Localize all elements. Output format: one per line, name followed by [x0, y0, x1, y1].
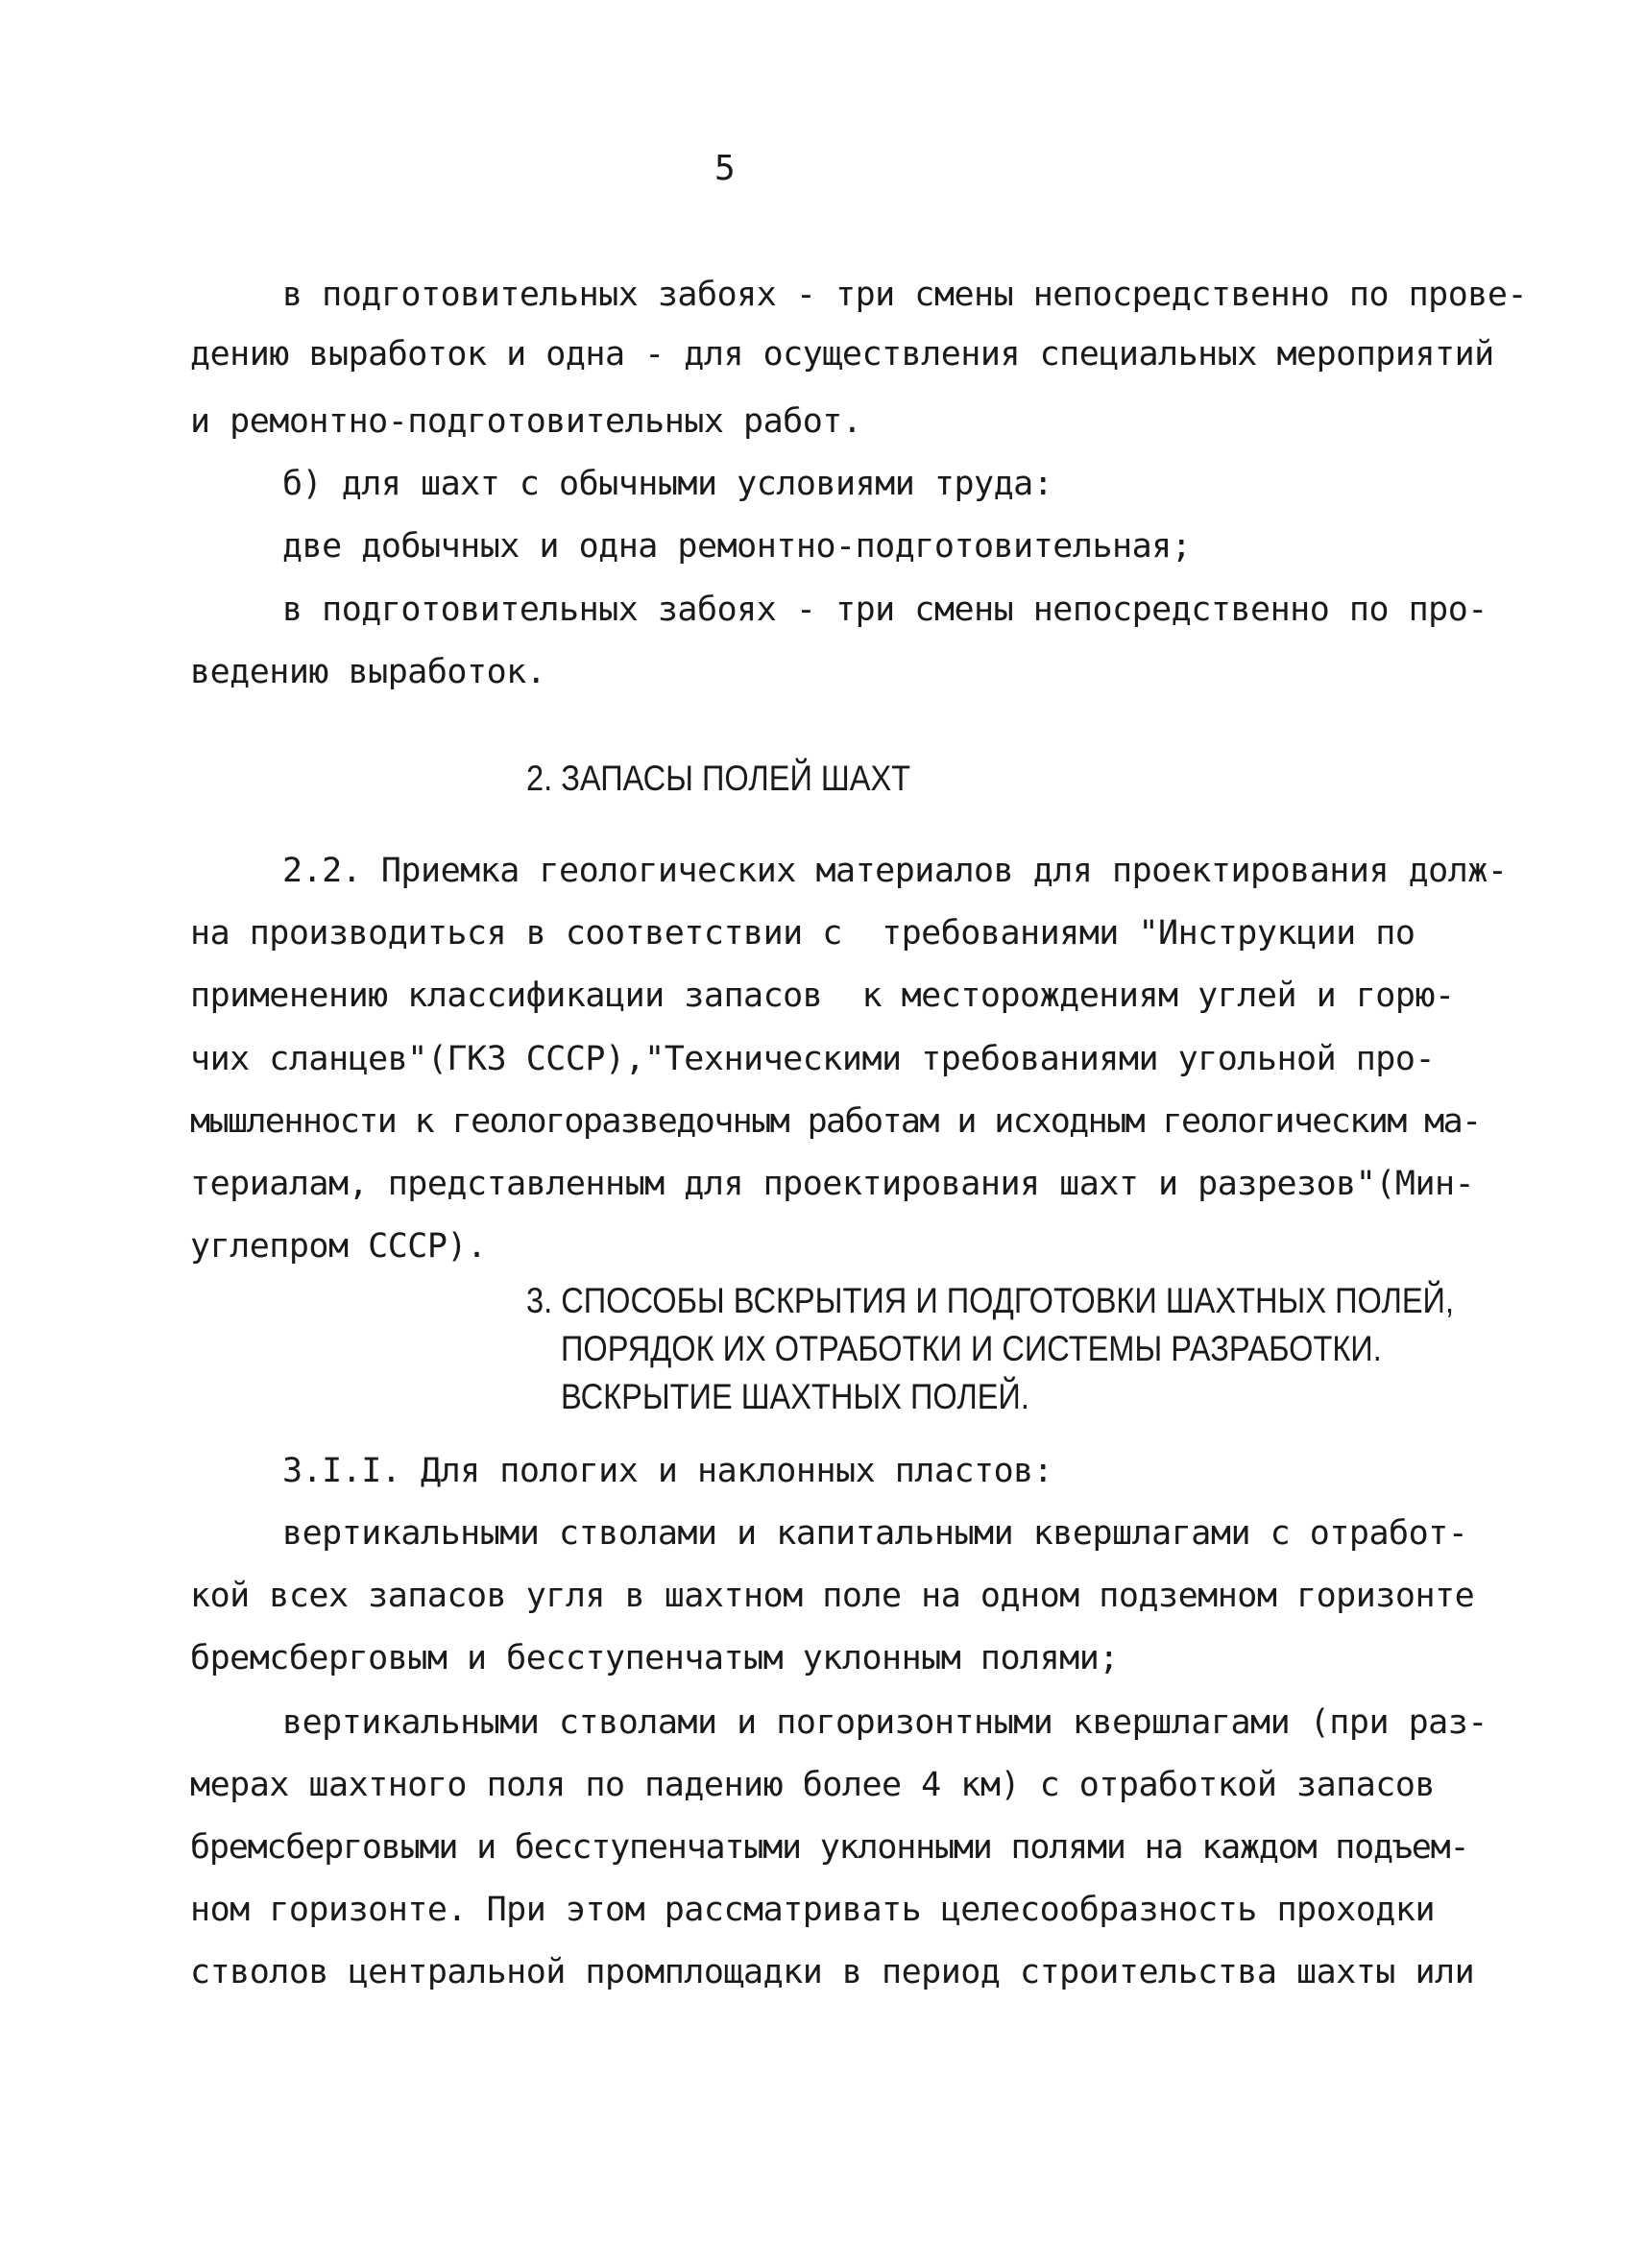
text-line: в подготовительных забоях - три смены непосредственно по про-: [282, 591, 1488, 629]
page-number: 5: [714, 149, 736, 188]
text-line: в подготовительных забоях - три смены непосредственно по прове-: [282, 276, 1528, 314]
text-line: териалам, представленным для проектирования шахт и разрезов"(Мин-: [190, 1165, 1475, 1203]
text-line: б) для шахт с обычными условиями труда:: [282, 465, 1053, 503]
text-line: две добычных и одна ремонтно-подготовительная;: [282, 527, 1192, 566]
text-line: 2.2. Приемка геологических материалов для проектирования долж-: [282, 852, 1508, 890]
text-line: дению выработок и одна - для осуществления специальных мероприятий: [190, 335, 1494, 374]
text-line: вертикальными стволами и погоризонтными квершлагами (при раз-: [282, 1703, 1488, 1742]
text-line: бремсберговыми и бесступенчатыми уклонными полями на каждом подъем-: [190, 1828, 1469, 1867]
text-line: мышленности к геологоразведочным работам и исходным геологическим ма-: [190, 1102, 1481, 1141]
text-line: на производиться в соответствии с требованиями "Инструкции по: [190, 914, 1415, 953]
text-line: углепром СССР).: [190, 1227, 487, 1266]
text-line: вертикальными стволами и капитальными квершлагами с отработ-: [282, 1514, 1468, 1553]
text-line: применению классификации запасов к месторождениям углей и горю-: [190, 977, 1455, 1015]
text-line: бремсберговым и бесступенчатым уклонным полями;: [190, 1639, 1119, 1677]
heading-line: 3. СПОСОБЫ ВСКРЫТИЯ И ПОДГОТОВКИ ШАХТНЫХ ПОЛЕЙ,: [526, 1281, 1455, 1320]
text-line: и ремонтно-подготовительных работ.: [190, 402, 862, 441]
text-line: ведению выработок.: [190, 653, 546, 691]
text-line: 3.I.I. Для пологих и наклонных пластов:: [282, 1452, 1053, 1490]
text-line: стволов центральной промплощадки в период строительства шахты или: [190, 1953, 1475, 1991]
heading-line: ВСКРЫТИЕ ШАХТНЫХ ПОЛЕЙ.: [561, 1377, 1029, 1416]
text-line: чих сланцев"(ГКЗ СССР),"Техническими требованиями угольной про-: [190, 1040, 1436, 1078]
text-line: мерах шахтного поля по падению более 4 км) с отработкой запасов: [190, 1766, 1436, 1804]
heading-line: ПОРЯДОК ИХ ОТРАБОТКИ И СИСТЕМЫ РАЗРАБОТКИ.: [561, 1329, 1382, 1368]
text-line: кой всех запасов угля в шахтном поле на одном подземном горизонте: [190, 1577, 1475, 1615]
section-2-heading: 2. ЗАПАСЫ ПОЛЕЙ ШАХТ: [526, 759, 911, 798]
text-line: ном горизонте. При этом рассматривать целесообразность проходки: [190, 1891, 1436, 1929]
